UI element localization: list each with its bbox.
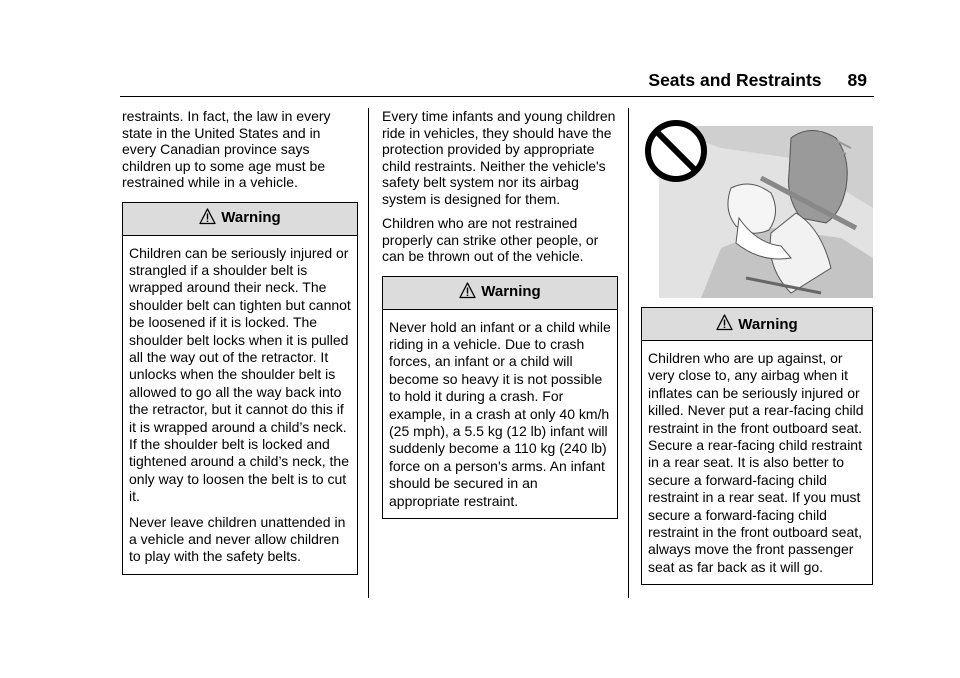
warning-title: Warning <box>221 209 281 227</box>
warning-triangle-icon <box>716 314 733 331</box>
warning-box <box>382 276 618 519</box>
column-2 <box>382 108 618 519</box>
warning-header <box>642 308 872 341</box>
warning-body <box>642 341 872 584</box>
warning-triangle-icon <box>199 208 216 225</box>
body-paragraph: Children who are not restrained properly can strike other people, or can be thrown out of the vehicle. <box>382 215 599 264</box>
warning-text: Never hold an infant or a child while riding in a vehicle. Due to crash forces, an infant or a child will become so heavy it is not possible to hold it during a crash. For example, in a crash at only 40 km/h (25 mph), a 5.5 kg (12 lb) infant will suddenly become a 110 kg (240 lb) force on a person's arms. An infant should be secured in an appropriate restraint. <box>389 318 611 509</box>
warning-box <box>122 202 358 575</box>
warning-text: Children can be seriously injured or strangled if a shoulder belt is wrapped around their neck. The shoulder belt can tighten but cannot be loosened if it is locked. The shoulder belt locks when it is pulled all the way out of the retractor. It unlocks when the shoulder belt is allowed to go all the way back into the retractor, but it cannot do this if it is wrapped around a child’s neck. If the shoulder belt is locked and tightened around a child’s neck, the only way to loosen the belt is to cut it. <box>129 244 351 505</box>
warning-title: Warning <box>481 283 541 301</box>
body-paragraph: Every time infants and young children ride in vehicles, they should have the protection provided by appropriate child restraints. Neither the vehicle's safety belt system nor its airbag system is designed for them. <box>382 108 616 207</box>
warning-title: Warning <box>738 315 798 333</box>
column-3 <box>641 307 873 585</box>
illustration-drawing <box>641 118 875 298</box>
header-rule <box>120 96 874 97</box>
child-in-lap-illustration <box>641 118 875 298</box>
section-title: Seats and Restraints <box>648 70 822 90</box>
warning-text: Children who are up against, or very close to, any airbag when it inflates can be seriously injured or killed. Never put a rear-facing child restraint in the front outboard seat. Secure a rear-facing child restraint in a rear seat. It is also better to secure a forward-facing child restraint in a rear seat. If you must secure a forward-facing child restraint in the front outboard seat, always move the front passenger seat as far back as it will go. <box>648 350 864 575</box>
page-number: 89 <box>847 70 867 90</box>
warning-body <box>383 310 617 518</box>
column-divider <box>368 108 369 598</box>
running-header <box>648 70 867 91</box>
warning-header <box>123 203 357 236</box>
warning-body <box>123 236 357 574</box>
column-1 <box>122 108 358 575</box>
warning-box <box>641 307 873 585</box>
body-paragraph: restraints. In fact, the law in every state in the United States and in every Canadian province says children up to some age must be restrained while in a vehicle. <box>122 108 331 190</box>
warning-text: Never leave children unattended in a vehicle and never allow children to play with the safety belts. <box>129 513 346 565</box>
page-header <box>0 0 960 96</box>
warning-header <box>383 277 617 310</box>
warning-triangle-icon <box>459 282 476 299</box>
column-divider <box>628 108 629 598</box>
